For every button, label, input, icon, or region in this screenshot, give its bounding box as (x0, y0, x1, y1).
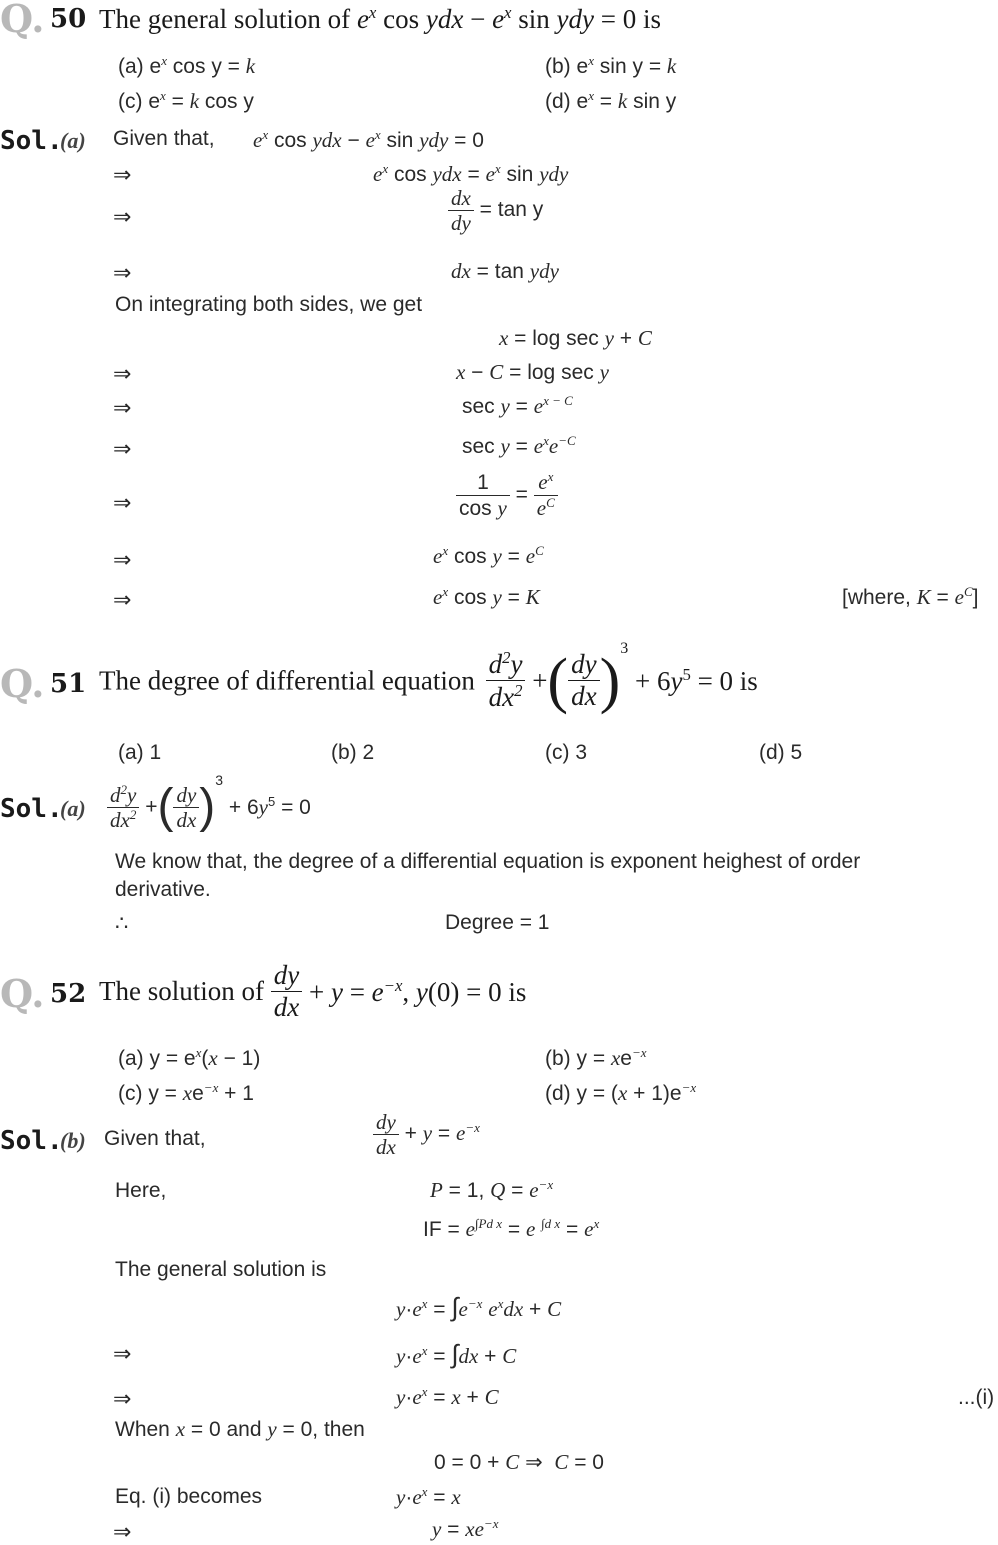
equation-line: $e^x$ $\cos y = e^C$ (433, 543, 544, 568)
question-number-q51: 51 (50, 669, 87, 699)
option-b: (b) $e^x$ sin y = k (545, 53, 677, 78)
equation-line: dx = tan ydy (451, 259, 559, 283)
explanation-text: derivative. (115, 878, 211, 901)
question-mark-q52: Q. (0, 971, 45, 1016)
equation-line: IF = $e^{\int Pd x} = e$ $^{\int d x} = e^x$ (423, 1216, 600, 1241)
solution-label-q51: Sol. (0, 794, 63, 824)
therefore-symbol: ∴ (115, 912, 129, 935)
where-note: [where, $K = e^C$] (842, 584, 979, 609)
becomes-text: Eq. (i) becomes (115, 1485, 263, 1508)
option-a: (a) $e^x$ cos y = k (118, 53, 256, 78)
implies-symbol: ⇒ (113, 490, 132, 515)
question-number-q50: 50 (50, 4, 87, 34)
option-c: (c) 3 (545, 741, 587, 764)
here-label: Here, (115, 1179, 167, 1202)
implies-symbol: ⇒ (113, 395, 132, 420)
integrating-text: On integrating both sides, we get (115, 293, 423, 316)
implies-symbol: ⇒ (113, 1519, 132, 1544)
solution-answer-q51: (a) (60, 796, 86, 821)
implies-symbol: ⇒ (113, 204, 132, 229)
option-c: (c) $e^x = k$ cos y (118, 88, 254, 113)
given-label-q52: Given that, (104, 1127, 206, 1150)
equation-line: 0 = 0 + C ⇒ C = 0 (434, 1450, 604, 1474)
option-d: (d) $e^x = k$ sin y (545, 88, 677, 113)
equation-line: $\frac{1}{\text{cos y}}$ = $\frac{e^x}{e^C}$ (456, 470, 558, 521)
equation-line: x − C = log sec y (456, 360, 609, 384)
implies-symbol: ⇒ (113, 436, 132, 461)
solution-answer-q52: (b) (60, 1128, 86, 1153)
implies-symbol: ⇒ (113, 1386, 132, 1411)
implies-symbol: ⇒ (113, 1341, 132, 1366)
question-mark-q50: Q. (0, 0, 45, 41)
explanation-text: We know that, the degree of a differential equation is exponent heighest of order (115, 850, 861, 873)
solution-answer-q50: (a) (60, 128, 86, 153)
equation-line: $\frac{dy}{dx}$ + $y = e^{-x}$ (373, 1110, 480, 1159)
equation-line: $\sec y = e^{x - C}$ (462, 393, 573, 418)
implies-symbol: ⇒ (113, 361, 132, 386)
equation-line: $y\cdot e^x = x + C$ (396, 1384, 499, 1409)
implies-symbol: ⇒ (113, 260, 132, 285)
solution-label-q50: Sol. (0, 126, 63, 156)
option-d: (d) $y = (x + 1)e^{-x}$ (545, 1080, 697, 1105)
equation-line: $\sec y = e^xe^{-C}$ (462, 433, 576, 458)
equation-line: $e^x$ cos y = K (433, 584, 540, 609)
question-mark-q51: Q. (0, 661, 45, 706)
implies-symbol: ⇒ (113, 587, 132, 612)
degree-result: Degree = 1 (445, 911, 550, 934)
equation-line: $\frac{d^2y}{dx^2}$ +( $\frac{dy}{dx}$ )$^3 + 6y^5 = 0$ (107, 772, 311, 832)
given-label-q50: Given that, (113, 127, 215, 150)
general-solution-text: The general solution is (115, 1258, 327, 1281)
implies-symbol: ⇒ (113, 162, 132, 187)
implies-symbol: ⇒ (113, 547, 132, 572)
option-c: (c) $y = xe^{-x} + 1$ (118, 1080, 254, 1105)
question-text-q51: The degree of differential equation $\frac{d^2y}{dx^2}$ +( $\frac{dy}{dx}$ )$^3 + 6y^5 = 0$ is (99, 640, 758, 715)
question-text-q50: The general solution of $e^x$ cos ydx − $e^x$ sin ydy = 0 is (99, 3, 661, 34)
option-b: (b) 2 (331, 741, 375, 764)
equation-line: $y\cdot e^x = \int e^{-x}$ $e^xdx + C$ (396, 1292, 562, 1322)
equation-tag: ...(i) (958, 1386, 995, 1409)
question-number-q52: 52 (50, 979, 87, 1009)
option-b: (b) $y = xe^{-x}$ (545, 1045, 647, 1070)
equation-line: $y = xe^{-x}$ (432, 1516, 499, 1541)
option-d: (d) 5 (759, 741, 803, 764)
question-text-q52: The solution of $\frac{dy}{dx}$ + $y = e^{-x}$, y(0) = 0 is (99, 960, 527, 1023)
equation-line: P = 1, $Q = e^{-x}$ (430, 1177, 554, 1202)
condition-text: When x = 0 and y = 0, then (115, 1417, 365, 1441)
solution-label-q52: Sol. (0, 1126, 63, 1156)
equation-line: $e^x$ cos ydx = $e^x$ sin ydy (373, 161, 569, 186)
equation-line: $e^x$ cos ydx − $e^x$ sin ydy = 0 (253, 127, 484, 152)
equation-line: $y\cdot e^x = x$ (396, 1484, 461, 1509)
equation-line: $y\cdot e^x = \int dx + C$ (396, 1339, 517, 1369)
equation-line: $\frac{dx}{dy}$ = tan y (448, 186, 543, 235)
option-a: (a) $y = e^x(x - 1)$ (118, 1045, 261, 1070)
equation-line: x = log sec y + C (499, 326, 652, 350)
option-a: (a) 1 (118, 741, 162, 764)
